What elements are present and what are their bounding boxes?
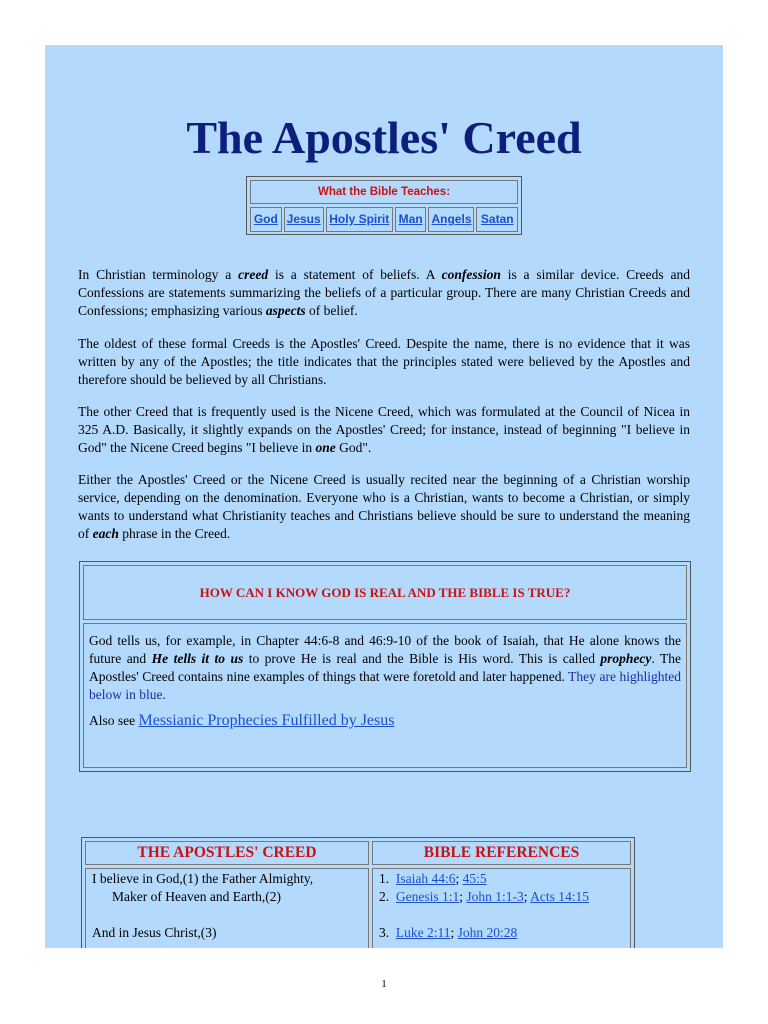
know-god-box <box>79 561 691 772</box>
reference-item <box>379 888 624 906</box>
nav-cell-man <box>395 207 427 232</box>
text-run: to prove He is real and the Bible is His word. This is called <box>243 651 601 666</box>
nav-cell-satan <box>476 207 518 232</box>
creed-line: Maker of Heaven and Earth,(2) <box>112 889 282 904</box>
nav-link-holy-spirit[interactable]: Holy Spirit <box>329 212 390 226</box>
reference-link[interactable]: Genesis 1:1 <box>395 889 460 904</box>
references-column-header: BIBLE REFERENCES <box>372 841 631 865</box>
worship-paragraph <box>78 471 690 543</box>
reference-link[interactable]: Isaiah 44:6 <box>395 871 456 886</box>
document-page <box>45 45 723 948</box>
nav-cell-angels <box>428 207 474 232</box>
page-title: The Apostles' Creed <box>186 112 582 163</box>
creed-column <box>85 841 369 948</box>
text-run: of belief. <box>305 303 358 318</box>
reference-link[interactable]: John 1:1-3 <box>466 889 524 904</box>
references-column <box>372 841 631 948</box>
text-run: In Christian terminology a <box>78 267 239 282</box>
reference-link[interactable]: Luke 2:11 <box>395 925 451 940</box>
nav-cell-god <box>250 207 282 232</box>
nicene-creed-paragraph <box>78 403 690 457</box>
nav-link-angels[interactable]: Angels <box>431 212 472 226</box>
reference-separator: ; <box>523 889 531 904</box>
references-column-body <box>372 868 631 948</box>
nav-link-jesus[interactable]: Jesus <box>286 212 321 226</box>
reference-separator: ; <box>450 925 458 940</box>
nav-link-man[interactable]: Man <box>398 212 423 226</box>
text-run: Either the Apostles' Creed or the Nicene Creed is usually recited near the beginning of a Christian worship service, depending on the denomination. Everyone who is a Christian, wants to become a Christian, or simply wants to understand what Christianity teaches and Christians believe should be sure to understand the meaning of <box>78 472 690 541</box>
creed-column-header: THE APOSTLES' CREED <box>85 841 369 865</box>
reference-number: 2. <box>379 889 390 904</box>
bible-teaches-heading: What the Bible Teaches: <box>250 180 518 204</box>
reference-link[interactable]: 45:5 <box>462 871 487 886</box>
nav-cell-jesus <box>284 207 324 232</box>
reference-separator: ; <box>455 871 463 886</box>
nav-link-satan[interactable]: Satan <box>480 212 514 226</box>
text-run: The other Creed that is frequently used is the Nicene Creed, which was formulated at the Council of Nicea in 325 A.D. Basically, it slightly expands on the Apostles' Creed; for instance, instead of beginning "I believe in God" the Nicene Creed begins "I believe in <box>78 404 690 455</box>
oldest-creed-paragraph: The oldest of these formal Creeds is the Apostles' Creed. Despite the name, there is no evidence that it was written by any of the Apostles; the title indicates that the principles stated were believed by the Apostles and therefore should be believed by all Christians. <box>78 336 690 387</box>
creed-line: I believe in God,(1) the Father Almighty, <box>92 871 314 886</box>
page-number: 1 <box>381 978 387 990</box>
nav-cell-holy-spirit <box>326 207 393 232</box>
emphasis-aspects: aspects <box>265 303 306 318</box>
emphasis-tells: He tells it to us <box>151 651 244 666</box>
emphasis-creed: creed <box>238 267 269 282</box>
text-run: is a statement of beliefs. A <box>268 267 442 282</box>
emphasis-prophecy: prophecy <box>600 651 652 666</box>
creed-column-body <box>85 868 369 948</box>
also-see-line <box>89 712 681 730</box>
know-god-body <box>83 623 687 768</box>
reference-item <box>379 924 624 942</box>
highlighted-blue-note: They are highlighted below in blue. <box>89 669 681 702</box>
creed-table <box>81 837 635 948</box>
reference-number: 1. <box>379 871 390 886</box>
reference-link[interactable]: Acts 14:15 <box>530 889 590 904</box>
text-run: God tells us, for example, in Chapter 44:6-8 and 46:9-10 of the book of Isaiah, that He alone knows the future and <box>89 633 681 666</box>
reference-link[interactable]: John 20:28 <box>457 925 518 940</box>
text-run: God". <box>335 440 372 455</box>
messianic-prophecies-link[interactable]: Messianic Prophecies Fulfilled by Jesus <box>138 712 395 729</box>
emphasis-each: each <box>92 526 119 541</box>
creed-line: And in Jesus Christ,(3) <box>92 925 217 940</box>
intro-paragraph <box>78 266 690 320</box>
bible-teaches-links <box>250 207 518 232</box>
reference-number: 3. <box>379 925 390 940</box>
reference-item <box>379 870 624 888</box>
text-run: is a similar device. Creeds and Confessions are statements summarizing the beliefs of a particular group. There are many Christian Creeds and Confessions; emphasizing various <box>78 267 690 318</box>
text-run: phrase in the Creed. <box>118 526 231 541</box>
nav-link-god[interactable]: God <box>253 212 278 226</box>
also-see-label: Also see <box>89 713 139 728</box>
bible-teaches-nav <box>246 176 522 235</box>
text-run: . The Apostles' Creed contains nine examples of things that were foretold and later happened. <box>89 651 681 684</box>
emphasis-one: one <box>315 440 336 455</box>
emphasis-confession: confession <box>441 267 501 282</box>
know-god-heading: HOW CAN I KNOW GOD IS REAL AND THE BIBLE IS TRUE? <box>83 565 687 620</box>
reference-separator: ; <box>459 889 467 904</box>
prophecy-paragraph <box>89 632 681 704</box>
